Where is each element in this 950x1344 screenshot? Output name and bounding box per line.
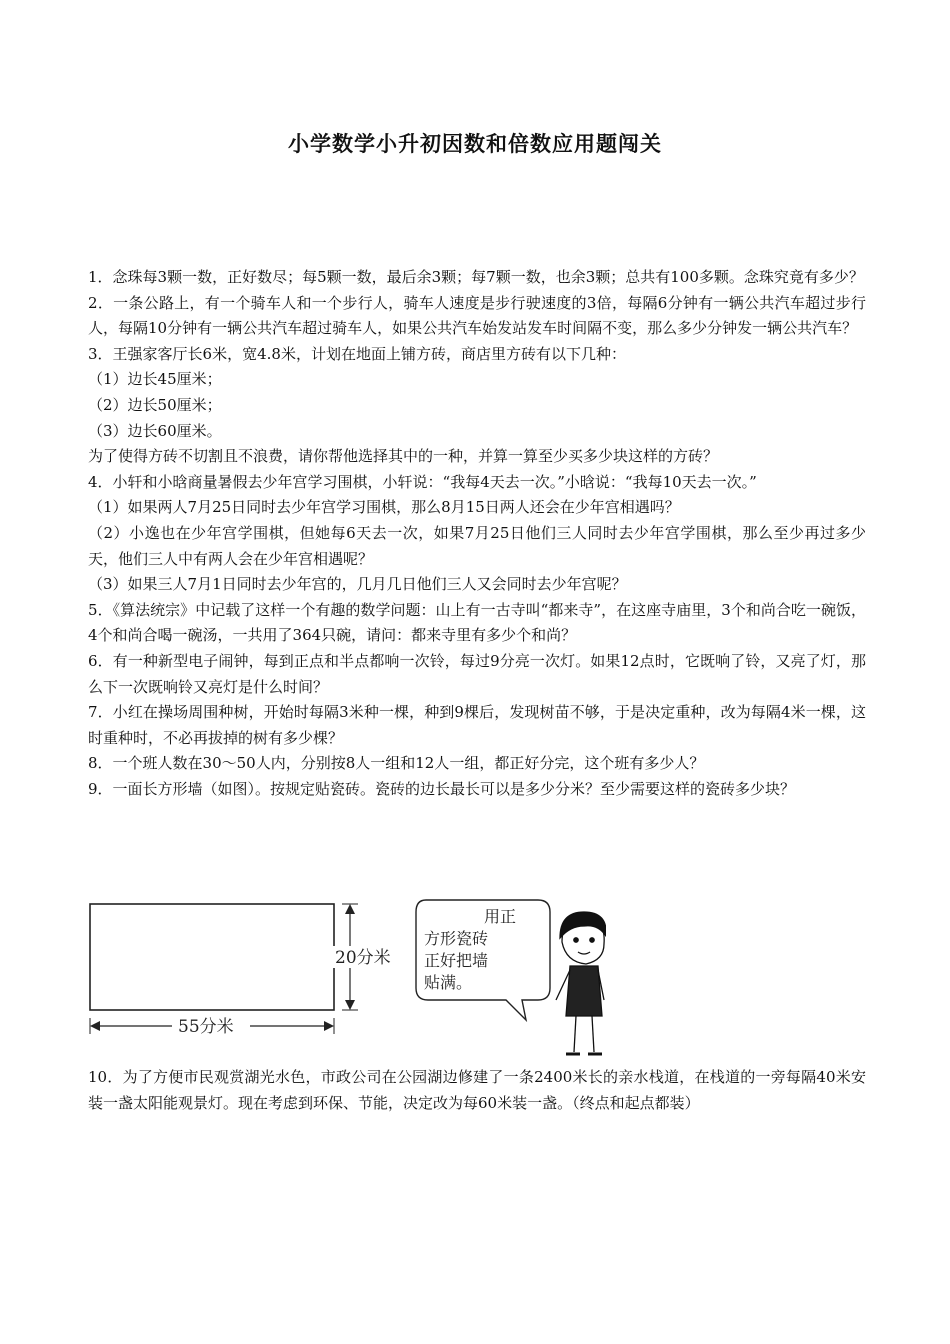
page-title: 小学数学小升初因数和倍数应用题闯关 [288, 132, 662, 156]
problem-10: 10．为了方便市民观赏湖光水色，市政公司在公园湖边修建了一条2400米长的亲水栈道，在栈道的一旁每隔40米安装一盏太阳能观景灯。现在考虑到环保、节能，决定改为每60米装一盏。（终点和起点都装） [88, 1068, 866, 1112]
problem-5: 5．《算法统宗》中记载了这样一个有趣的数学问题：山上有一古寺叫“都来寺”，在这座寺庙里，3个和尚合吃一碗饭，4个和尚合喝一碗汤，一共用了364只碗，请问：都来寺里有多少个和尚？ [88, 600, 866, 645]
speech-line-2: 方形瓷砖 [424, 929, 489, 948]
problem-4-part-3: （3）如果三人7月1日同时去少年宫的，几月几日他们三人又会同时去少年宫呢？ [88, 575, 627, 594]
cartoon-boy-illustration [556, 912, 606, 1054]
problem-2: 2．一条公路上，有一个骑车人和一个步行人，骑车人速度是步行驶速度的3倍，每隔6分钟有一辆公共汽车超过步行人，每隔10分钟有一辆公共汽车超过骑车人，如果公共汽车始发站发车时间隔不变，那么多少分钟发一辆公共汽车？ [88, 293, 866, 338]
problem-4: 4．小轩和小晗商量暑假去少年宫学习围棋，小轩说：“我每4天去一次。”小晗说：“我每10天去一次。” [88, 472, 757, 491]
width-label: 55分米 [178, 1017, 234, 1037]
wall-rectangle [90, 904, 334, 1010]
problem-8: 8．一个班人数在30～50人内，分别按8人一组和12人一组，都正好分完，这个班有多少人？ [88, 754, 705, 773]
problem-9: 9．一面长方形墙（如图）。按规定贴瓷砖。瓷砖的边长最长可以是多少分米？至少需要这样的瓷砖多少块？ [88, 779, 796, 798]
height-arrow-top [345, 904, 355, 914]
problem-4-part-1: （1）如果两人7月25日同时去少年宫学习围棋，那么8月15日两人还会在少年宫相遇吗？ [88, 498, 680, 517]
width-arrow-left [90, 1021, 100, 1031]
height-arrow-bottom [345, 1000, 355, 1010]
problem-3-option-1: （1）边长45厘米； [88, 370, 222, 389]
wall-figure [86, 888, 606, 1060]
height-label: 20分米 [335, 948, 391, 968]
problem-list [88, 265, 866, 802]
problem-3-question: 为了使得方砖不切割且不浪费，请你帮他选择其中的一种，并算一算至少买多少块这样的方砖？ [88, 447, 719, 466]
problem-3-option-3: （3）边长60厘米。 [88, 421, 222, 440]
problem-4-part-2: （2）小逸也在少年宫学围棋，但她每6天去一次，如果7月25日他们三人同时去少年宫学围棋，那么至少再过多少天，他们三人中有两人会在少年宫相遇呢？ [88, 523, 866, 568]
width-arrow-right [324, 1021, 334, 1031]
problem-3-option-2: （2）边长50厘米； [88, 395, 222, 414]
problem-1: 1．念珠每3颗一数，正好数尽；每5颗一数，最后余3颗；每7颗一数，也余3颗；总共有100多颗。念珠究竟有多少？ [88, 268, 864, 286]
problem-3: 3．王强家客厅长6米，宽4.8米，计划在地面上铺方砖，商店里方砖有以下几种： [88, 344, 626, 363]
problem-6: 6．有一种新型电子闹钟，每到正点和半点都响一次铃，每过9分亮一次灯。如果12点时，它既响了铃，又亮了灯，那么下一次既响铃又亮灯是什么时间？ [88, 651, 866, 696]
speech-line-1: 用正 [484, 907, 517, 926]
problem-7: 7．小红在操场周围种树，开始时每隔3米种一棵，种到9棵后，发现树苗不够，于是决定重种，改为每隔4米一棵，这时重种时，不必再拔掉的树有多少棵？ [88, 703, 866, 747]
speech-line-3: 正好把墙 [424, 951, 489, 970]
speech-line-4: 贴满。 [424, 973, 473, 992]
